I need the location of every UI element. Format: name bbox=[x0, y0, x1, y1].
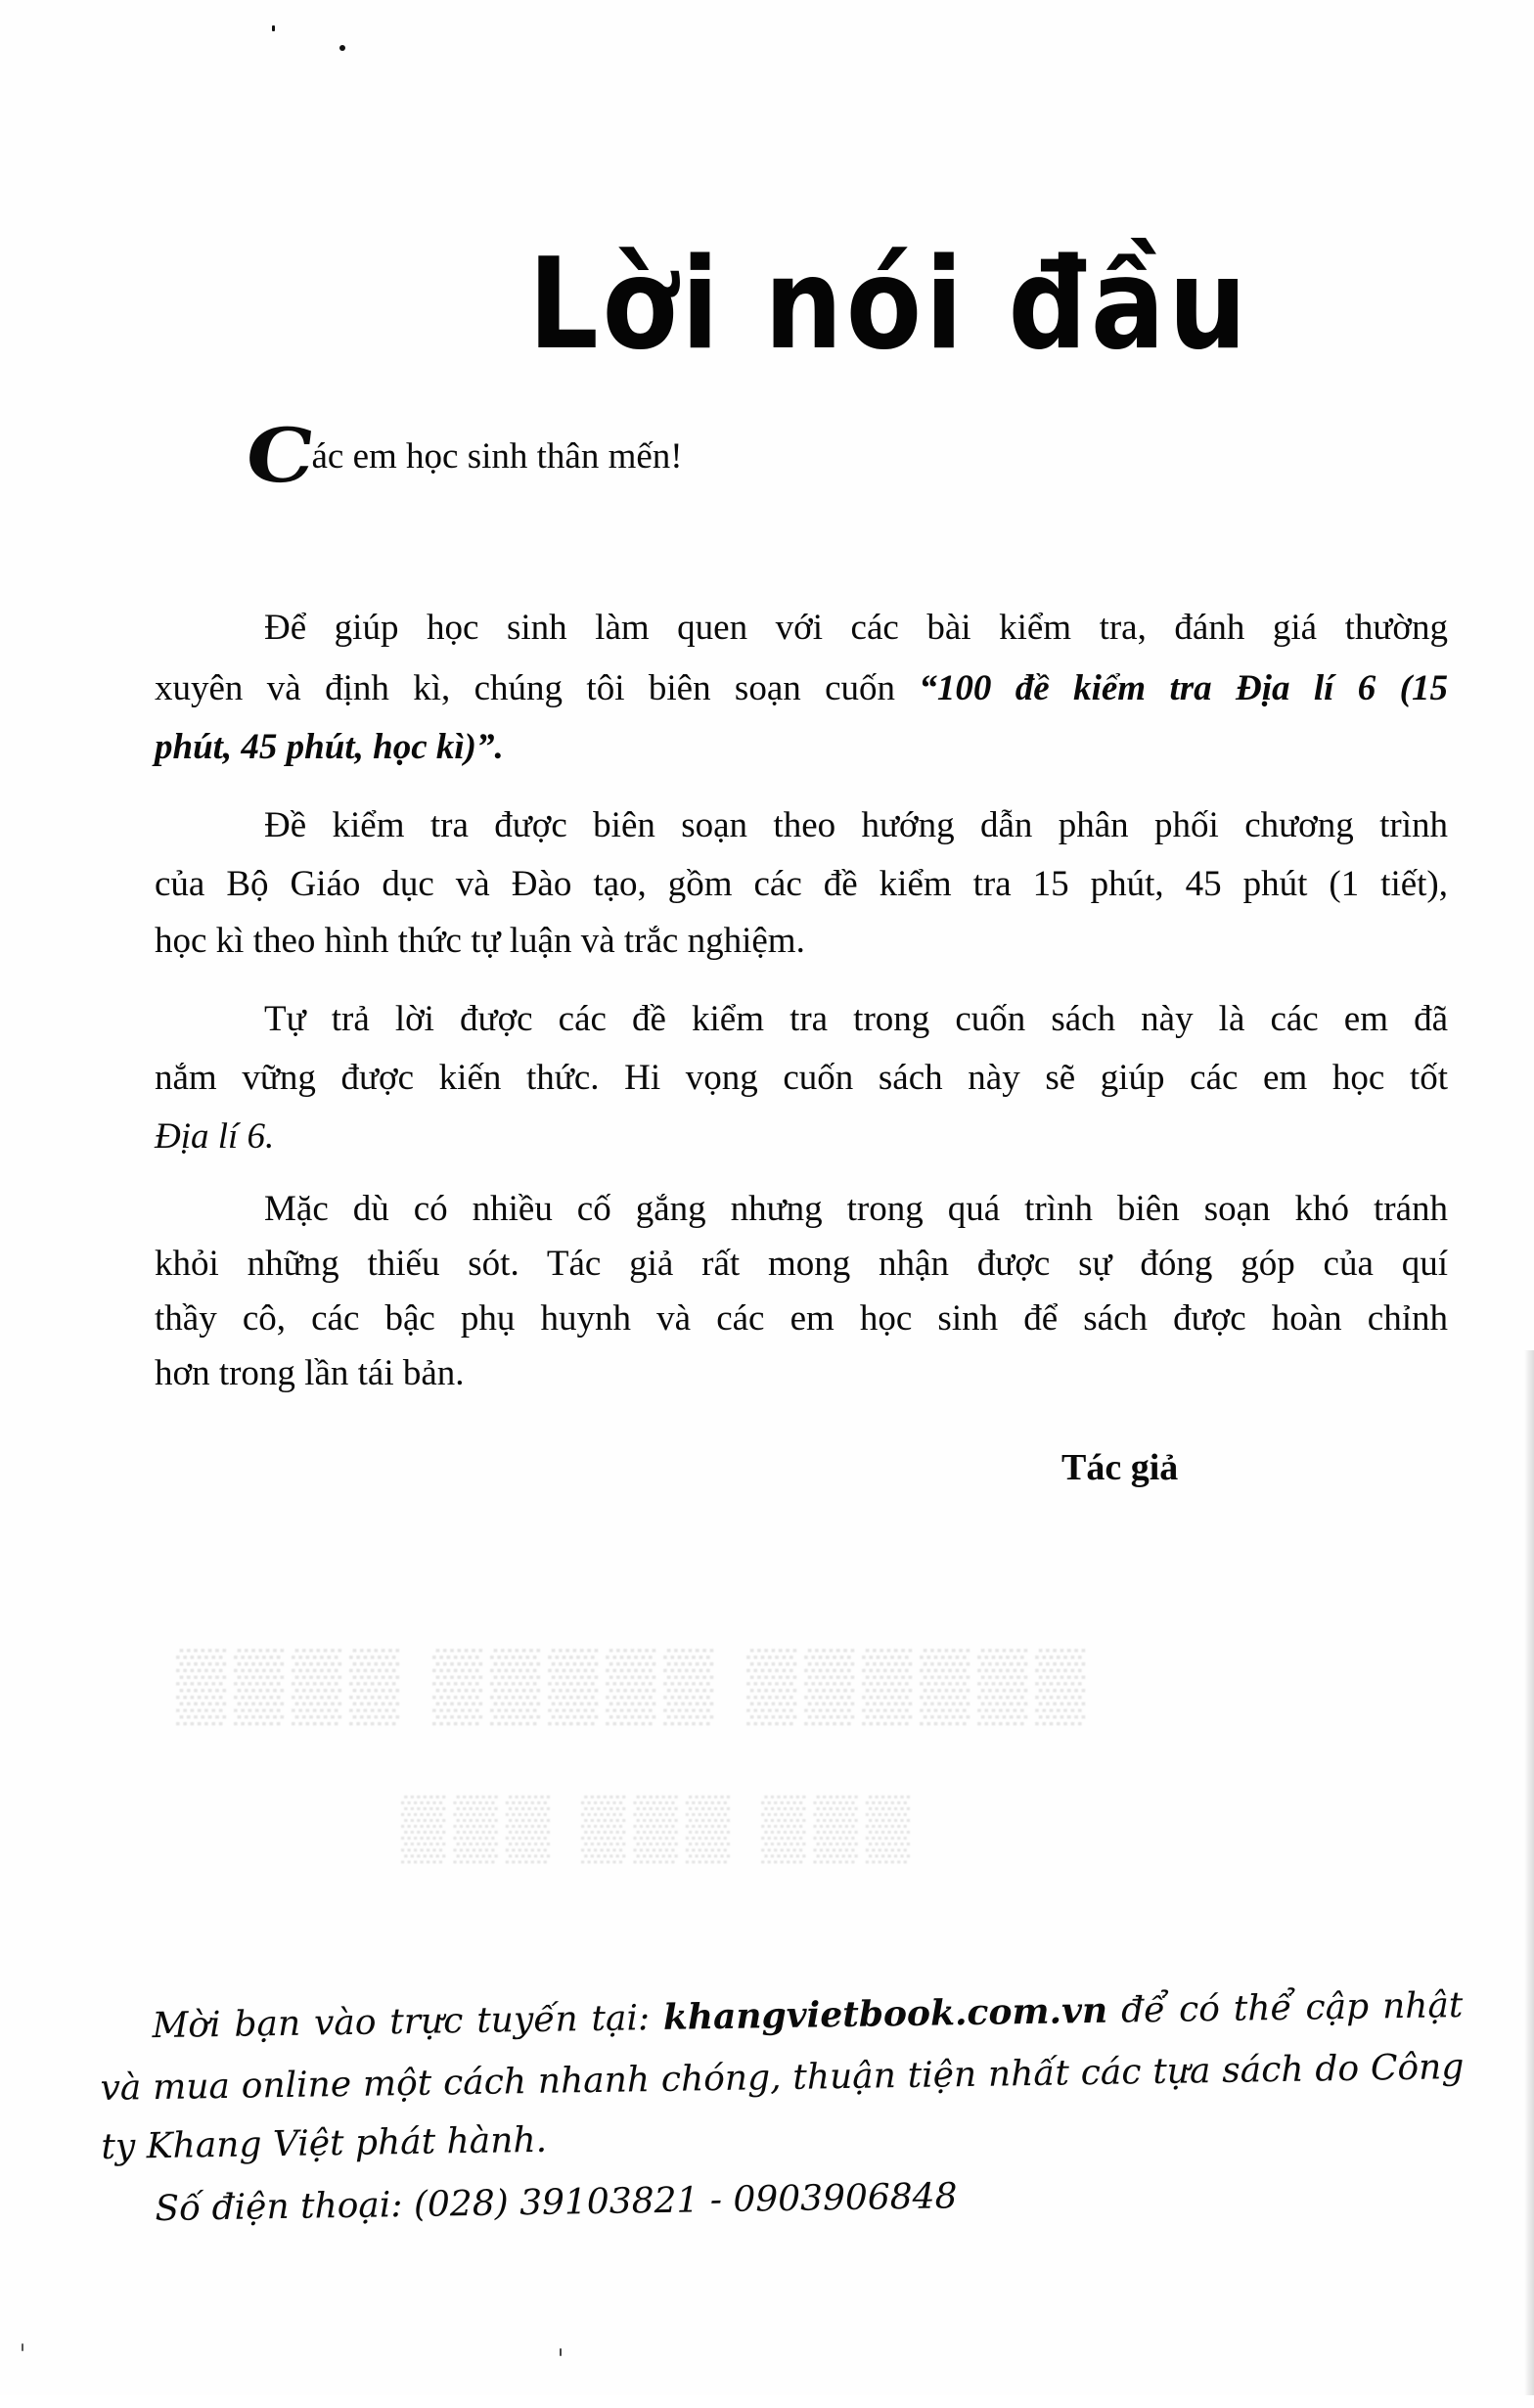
paragraph-line: nắm vững được kiến thức. Hi vọng cuốn sách này sẽ giúp các em học tốt bbox=[155, 1058, 1448, 1098]
paragraph-line: Để giúp học sinh làm quen với các bài kiểm tra, đánh giá thường bbox=[264, 608, 1448, 648]
paragraph-line: khỏi những thiếu sót. Tác giả rất mong nhận được sự đóng góp của quí bbox=[155, 1244, 1448, 1284]
promo-line: ty Khang Việt phát hành. bbox=[101, 2119, 548, 2167]
phone-label: Số điện thoại: bbox=[155, 2184, 415, 2230]
salutation-text: ác em học sinh thân mến! bbox=[311, 436, 683, 477]
show-through-band: ▒▒▒ ▒▒▒ ▒▒▒ bbox=[401, 1792, 919, 1861]
paragraph-line: thầy cô, các bậc phụ huynh và các em học sinh để sách được hoàn chỉnh bbox=[155, 1298, 1448, 1339]
paragraph-line: Đề kiểm tra được biên soạn theo hướng dẫn phân phối chương trình bbox=[264, 805, 1448, 845]
promo-line: và mua online một cách nhanh chóng, thuận tiện nhất các tựa sách do Công bbox=[100, 2047, 1465, 2109]
subject-name: Địa lí 6. bbox=[155, 1116, 275, 1157]
paragraph-line: của Bộ Giáo dục và Đào tạo, gồm các đề kiểm tra 15 phút, 45 phút (1 tiết), bbox=[155, 864, 1448, 904]
paragraph-line: Tự trả lời được các đề kiểm tra trong cuốn sách này là các em đã bbox=[264, 999, 1448, 1039]
phone-numbers: (028) 39103821 - 0903906848 bbox=[413, 2176, 958, 2225]
paragraph-line: học kì theo hình thức tự luận và trắc nghiệm. bbox=[155, 921, 805, 961]
page-title: Lời nói đầu bbox=[528, 232, 1250, 378]
show-through-band: ▒▒▒▒ ▒▒▒▒▒ ▒▒▒▒▒▒ bbox=[176, 1645, 1094, 1723]
drop-cap: C bbox=[241, 412, 320, 499]
website-link[interactable]: khangvietbook.com.vn bbox=[662, 1989, 1108, 2038]
paragraph-text: . bbox=[494, 727, 504, 767]
promo-text: để có thể cập nhật bbox=[1106, 1985, 1464, 2031]
promo-text: Mời bạn vào trực tuyến tại: bbox=[152, 1997, 664, 2047]
book-title: phút, 45 phút, học kì)” bbox=[155, 727, 495, 767]
paragraph-text: xuyên và định kì, chúng tôi biên soạn cuốn bbox=[155, 668, 920, 708]
paragraph-line: Mặc dù có nhiều cố gắng nhưng trong quá trình biên soạn khó tránh bbox=[264, 1189, 1448, 1229]
author-signature: Tác giả bbox=[1061, 1447, 1179, 1488]
paragraph-line: hơn trong lần tái bản. bbox=[155, 1353, 465, 1393]
book-title: “100 đề kiểm tra Địa lí 6 (15 bbox=[919, 668, 1448, 708]
